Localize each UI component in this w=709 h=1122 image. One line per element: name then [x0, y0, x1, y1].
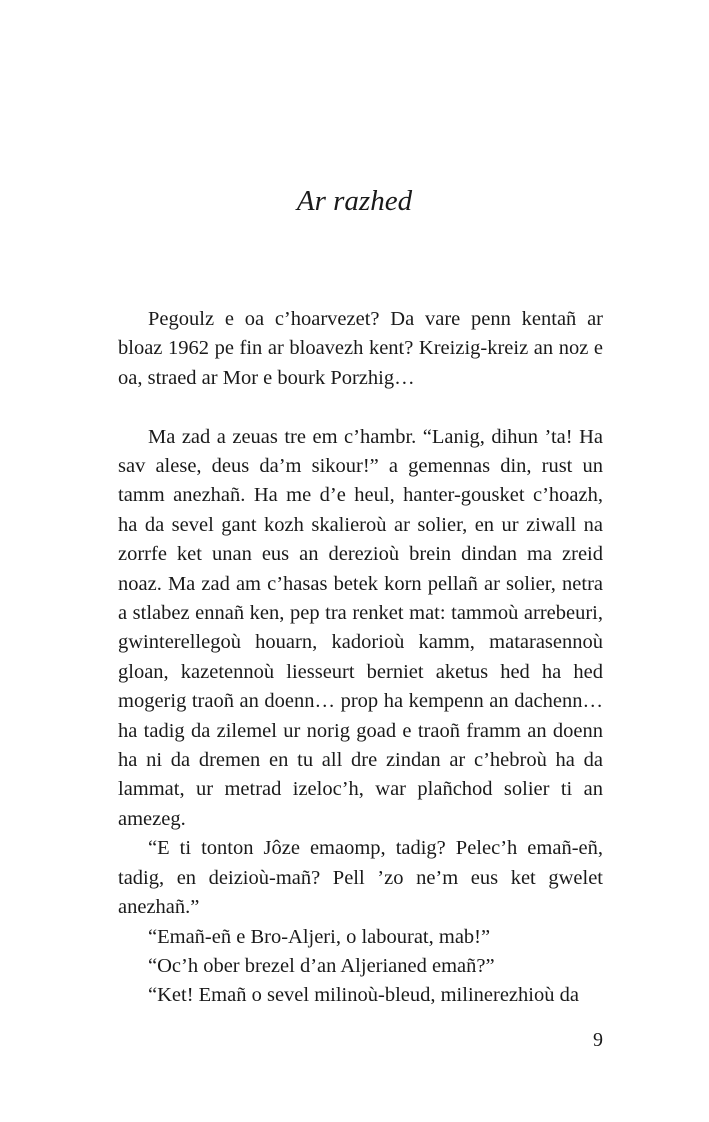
paragraph: “Oc’h ober brezel d’an Aljerianed emañ?”: [148, 954, 495, 977]
paragraph-break: [118, 393, 603, 422]
paragraph: “Emañ-eñ e Bro-Aljeri, o labourat, mab!”: [148, 925, 491, 948]
paragraph: “Ket! Emañ o sevel milinoù-bleud, milinerezhioù da: [148, 984, 579, 1007]
paragraph: Ma zad a zeuas tre em c’hambr. “Lanig, dihun ’ta! Ha sav alese, deus da’m sikour!” a gemennas din, rust un tamm anezhañ. Ha me d’e heul, hanter-gousket c’hoazh, ha da sevel gant kozh skalieroù ar solier, en ur ziwall na zorrfe ket unan eus an derezioù brein dindan ma zreid noaz. Ma zad am c’hasas betek korn pellañ ar solier, netra a stlabez ennañ ken, pep tra renket mat: tammoù arrebeuri, gwinterellegoù houarn, kadorioù kamm, matarasennoù gloan, kazetennoù liesseurt berniet aketus hed ha hed mogerig traoñ an doenn… prop ha kempenn an dachenn… ha tadig da zilemel ur norig goad e traoñ framm an doenn ha ni da dremen en tu all dre zindan ar c’hebroù ha da lammat, ur metrad izeloc’h, war plañchod solier ti an amezeg.: [118, 425, 603, 830]
paragraph: “E ti tonton Jôze emaomp, tadig? Pelec’h emañ-eñ, tadig, en deizioù-mañ? Pell ’zo ne’m eus ket gwelet anezhañ.”: [118, 837, 603, 919]
paragraph: Pegoulz e oa c’hoarvezet? Da vare penn kentañ ar bloaz 1962 pe fin ar bloavezh kent? Kreizig-kreiz an noz e oa, straed ar Mor e bourk Porzhig…: [118, 308, 603, 389]
chapter-title: Ar razhed: [296, 185, 413, 217]
page-number: 9: [593, 1029, 603, 1051]
body-text: [118, 305, 603, 1011]
